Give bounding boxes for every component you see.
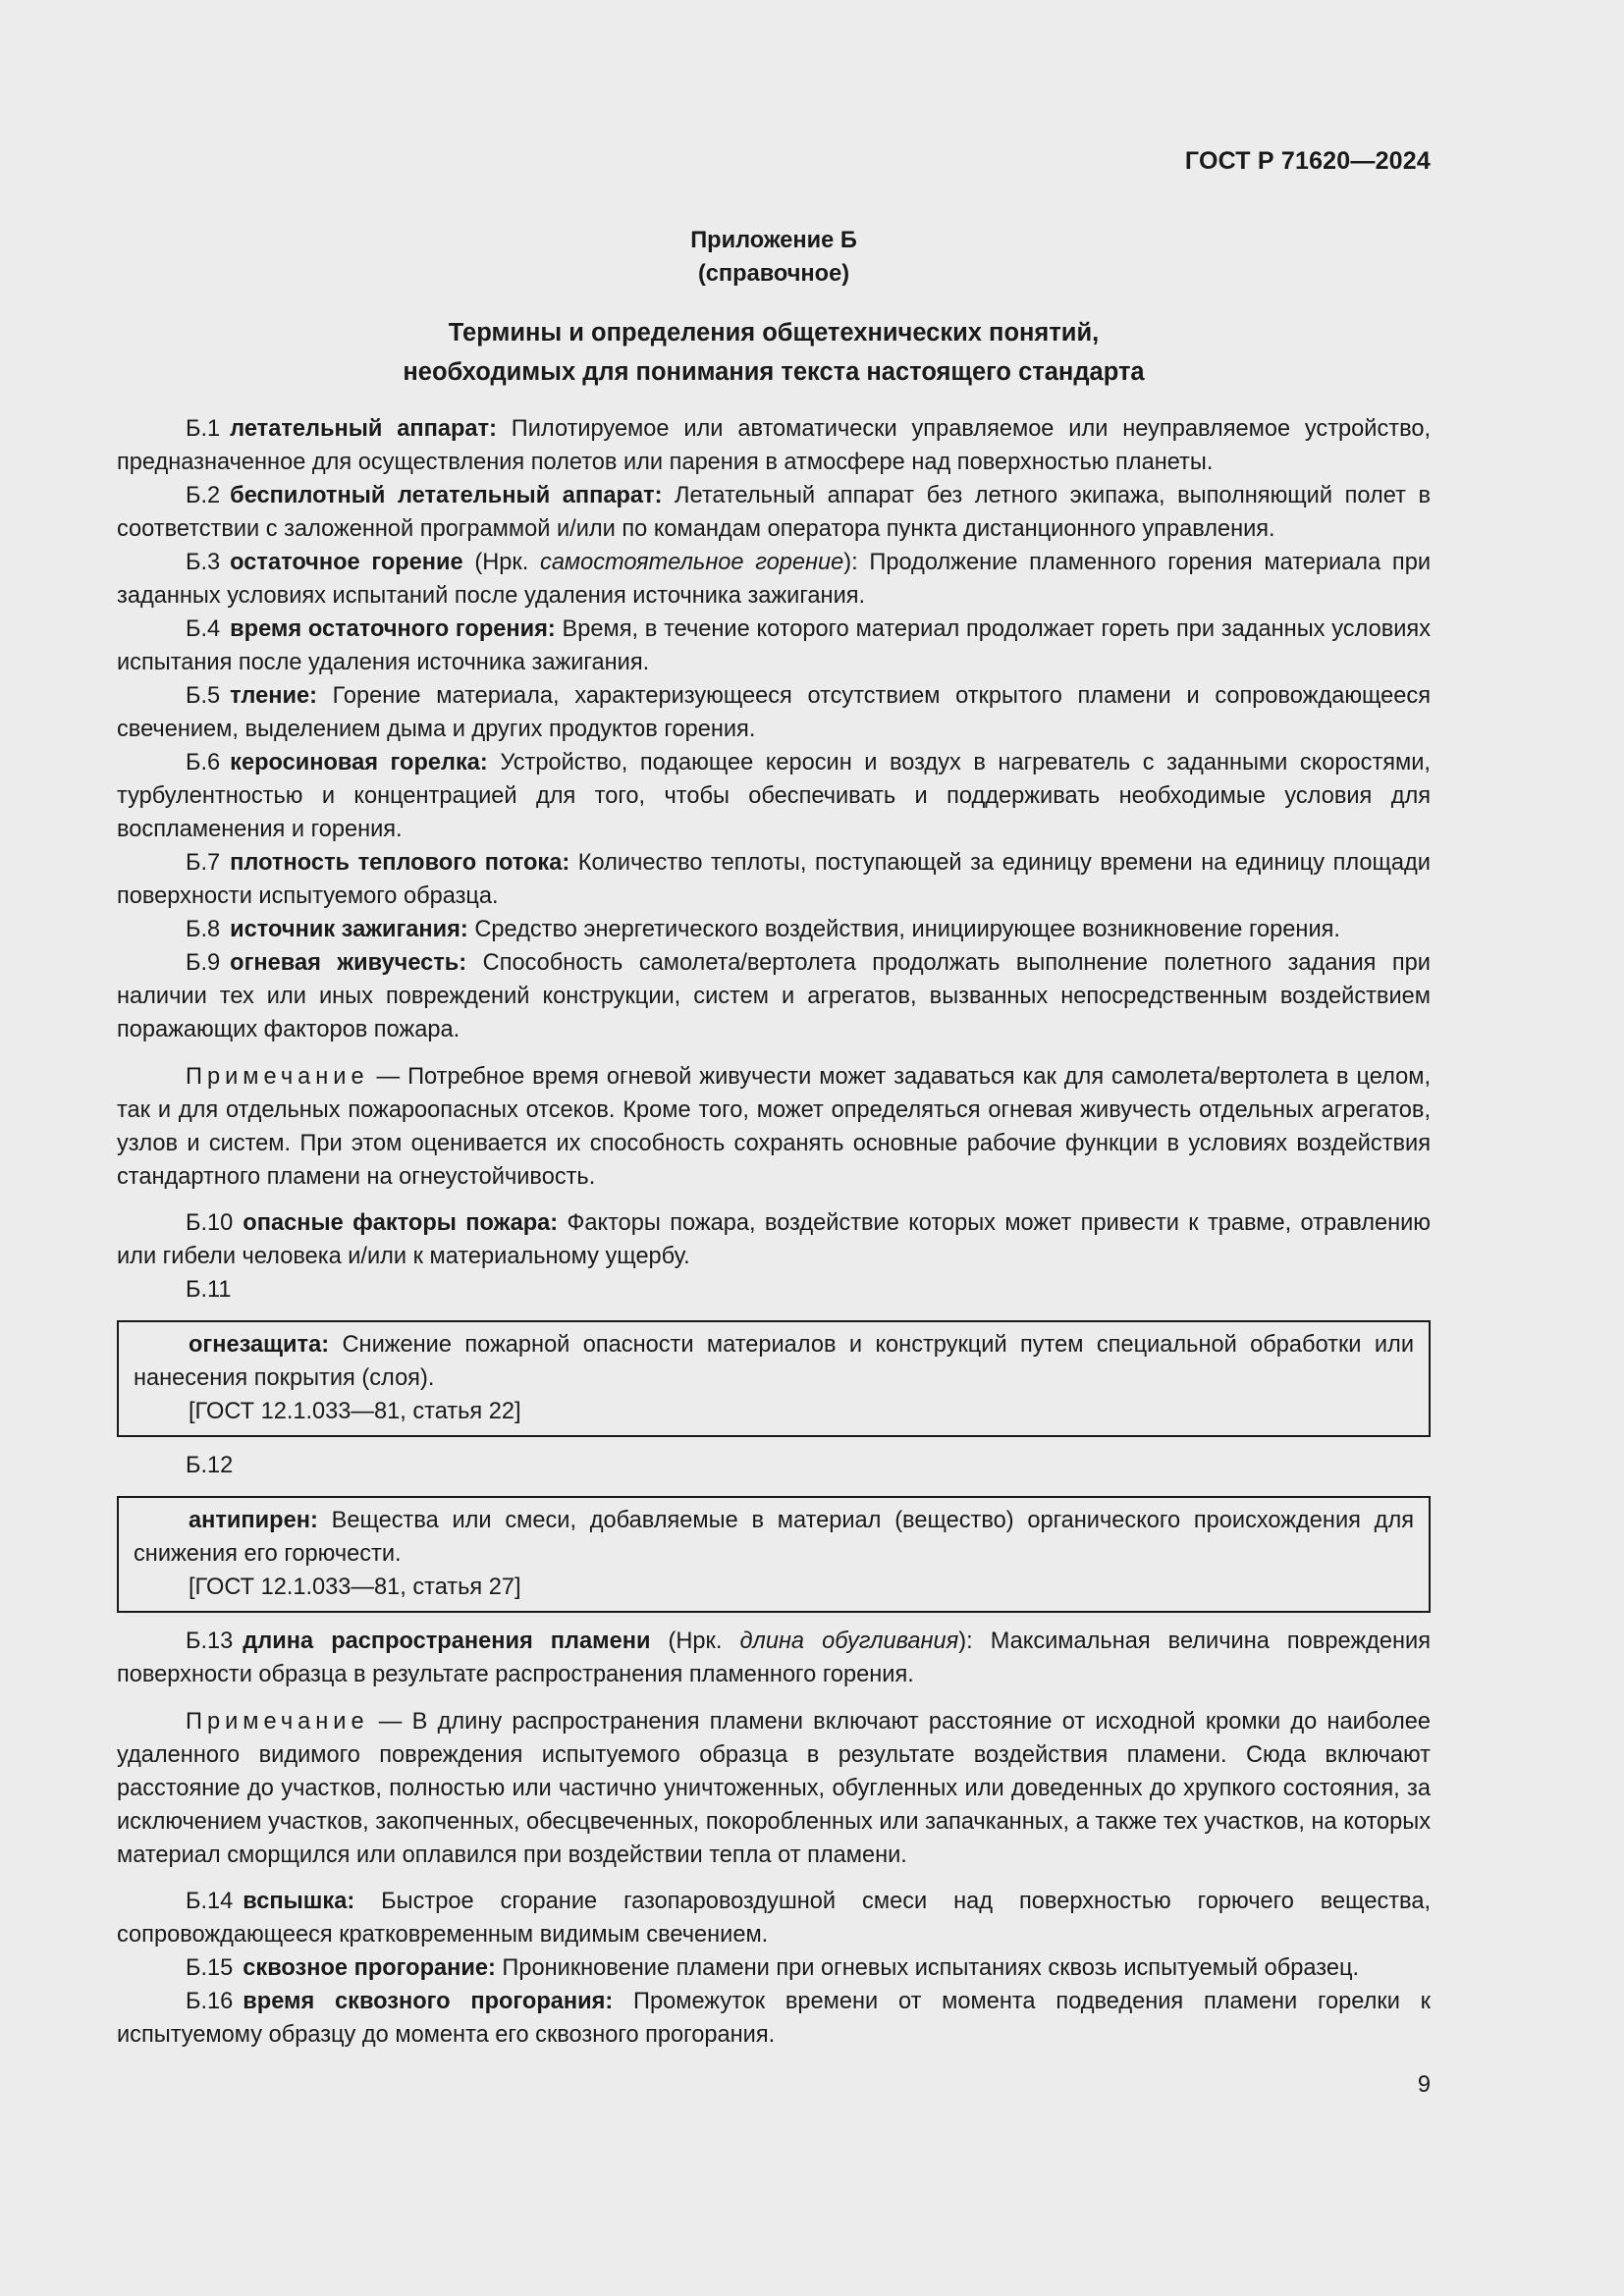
entry-deprecated-term: самостоятельное горение [540, 550, 844, 575]
entry-b12-number: Б.12 [186, 1453, 234, 1478]
note-label: Примечание [186, 1709, 369, 1735]
entry-b16 [117, 1985, 1431, 2052]
note-text: — Потребное время огневой живучести может задаваться как для самолета/вертолета в целом, так и для отдельных пожароопасных отсеков. Кроме того, может определяться огневая живучесть отдельных агрегатов, узлов и систем. При этом оценивается их способность сохранять основные рабочие функции в условиях воздействия стандартного пламени на огнеустойчивость. [117, 1064, 1431, 1190]
annex-title [117, 313, 1431, 392]
entry-term: длина распространения пламени [243, 1629, 651, 1654]
entry-term: керосиновая горелка: [230, 750, 488, 775]
entry-definition: Промежуток времени от момента подведения пламени горелки к испытуемому образцу до момента его сквозного прогорания. [117, 1989, 1431, 2048]
entry-number: Б.9 [186, 950, 221, 976]
note-label: Примечание [186, 1064, 369, 1090]
entry-b4 [117, 613, 1431, 679]
entry-b9 [117, 946, 1431, 1046]
entry-term: огнезащита: [189, 1332, 330, 1358]
entry-b1 [117, 412, 1431, 479]
entry-number: Б.7 [186, 850, 221, 876]
entry-number: Б.13 [186, 1629, 234, 1654]
annex-title-line-1: Термины и определения общетехнических понятий, [448, 319, 1100, 347]
entry-definition: Средство энергетического воздействия, инициирующее возникновение горения. [467, 917, 1340, 942]
entry-definition: Пилотируемое или автоматически управляемое или неуправляемое устройство, предназначенное для осуществления полетов или парения в атмосфере над поверхностью планеты. [117, 416, 1432, 475]
entry-number: Б.2 [186, 483, 221, 508]
entry-b13 [117, 1625, 1431, 1691]
entry-definition: Проникновение пламени при огневых испытаниях сквозь испытуемый образец. [495, 1955, 1360, 1981]
boxed-definition-b12 [117, 1496, 1431, 1613]
annex-type: (справочное) [697, 261, 850, 287]
entry-definition: Снижение пожарной опасности материалов и конструкций путем специальной обработки или нанесения покрытия (слоя). [134, 1332, 1414, 1391]
entry-b3 [117, 546, 1431, 613]
entry-deprecated-term: длина обугливания [739, 1629, 959, 1654]
document-code: ГОСТ Р 71620—2024 [1184, 147, 1431, 175]
entry-definition: Горение материала, характеризующееся отсутствием открытого пламени и сопровождающееся свечением, выделением дыма и других продуктов горения. [117, 683, 1431, 742]
entry-definition: Факторы пожара, воздействие которых может привести к травме, отравлению или гибели человека и/или к материальному ущербу. [117, 1210, 1431, 1269]
entry-number: Б.8 [186, 917, 221, 942]
entry-b7 [117, 846, 1431, 913]
entry-definition: ): Продолжение пламенного горения материала при заданных условиях испытаний после удаления источника зажигания. [117, 550, 1431, 609]
entry-b2 [117, 479, 1431, 546]
entry-term: время сквозного прогорания: [243, 1989, 614, 2014]
entry-number: Б.16 [186, 1989, 234, 2014]
page-number: 9 [1417, 2072, 1431, 2098]
note-text: — В длину распространения пламени включают расстояние от исходной кромки до наиболее удаленного видимого повреждения испытуемого образца в результате воздействия пламени. Сюда включают расстояние до участков, полностью или частично уничтоженных, обугленных или доведенных до хрупкого состояния, за исключением участков, закопченных, обесцвеченных, покоробленных или запачканных, а также тех участков, на которых материал сморщился или оплавился при воздействии тепла от пламени. [117, 1709, 1431, 1868]
entry-term: опасные факторы пожара: [243, 1210, 559, 1236]
entry-b15 [117, 1951, 1431, 1985]
entry-term: вспышка: [243, 1889, 355, 1914]
definition-source: [ГОСТ 12.1.033—81, статья 22] [189, 1399, 521, 1424]
entry-number: Б.3 [186, 550, 221, 575]
annex-title-line-2: необходимых для понимания текста настоящего стандарта [403, 358, 1145, 386]
entry-term: летательный аппарат: [230, 416, 497, 442]
entry-term: тление: [230, 683, 317, 709]
entry-term: антипирен: [189, 1508, 318, 1533]
entry-number: Б.15 [186, 1955, 234, 1981]
entry-b10 [117, 1206, 1431, 1273]
boxed-definition-text [134, 1504, 1414, 1571]
annex-label: Приложение Б [690, 228, 857, 253]
entry-b6 [117, 746, 1431, 846]
entry-definition: Количество теплоты, поступающей за единицу времени на единицу площади поверхности испытуемого образца. [117, 850, 1431, 909]
entry-number: Б.10 [186, 1210, 234, 1236]
entry-number: Б.1 [186, 416, 221, 442]
entry-definition: ): Максимальная величина повреждения поверхности образца в результате распространения пламенного горения. [117, 1629, 1431, 1687]
boxed-definition-b11 [117, 1320, 1431, 1437]
entry-deprecated-prefix: (Нрк. [462, 550, 541, 575]
note-fire-survivability [117, 1060, 1431, 1194]
entry-number: Б.4 [186, 616, 221, 642]
entry-term: сквозное прогорание: [243, 1955, 496, 1981]
entry-term: время остаточного горения: [230, 616, 556, 642]
entry-definition: Быстрое сгорание газопаровоздушной смеси над поверхностью горючего вещества, сопровождающееся кратковременным видимым свечением. [117, 1889, 1431, 1948]
entry-term: остаточное горение [230, 550, 463, 575]
entry-term: беспилотный летательный аппарат: [230, 483, 663, 508]
entry-b14 [117, 1885, 1431, 1951]
entry-definition: Летательный аппарат без летного экипажа, выполняющий полет в соответствии с заложенной программой и/или по командам оператора пункта дистанционного управления. [117, 483, 1431, 542]
note-flame-spread [117, 1705, 1431, 1872]
entry-term: огневая живучесть: [230, 950, 467, 976]
entry-number: Б.5 [186, 683, 221, 709]
entry-definition: Вещества или смеси, добавляемые в материал (вещество) органического происхождения для снижения его горючести. [134, 1508, 1414, 1567]
entry-definition: Устройство, подающее керосин и воздух в нагреватель с заданными скоростями, турбулентностью и концентрацией для того, чтобы обеспечивать и поддерживать необходимые условия для воспламенения и горения. [117, 750, 1431, 842]
entry-b11-number: Б.11 [186, 1277, 232, 1303]
entry-definition: Время, в течение которого материал продолжает гореть при заданных условиях испытания после удаления источника зажигания. [117, 616, 1431, 675]
entry-b5 [117, 679, 1431, 746]
boxed-definition-text [134, 1328, 1414, 1395]
entry-definition: Способность самолета/вертолета продолжать выполнение полетного задания при наличии тех или иных повреждений конструкции, систем и агрегатов, вызванных непосредственным воздействием поражающих факторов пожара. [117, 950, 1431, 1042]
entry-b8 [117, 913, 1431, 946]
entry-deprecated-prefix: (Нрк. [650, 1629, 740, 1654]
entry-term: плотность теплового потока: [230, 850, 570, 876]
entry-term: источник зажигания: [230, 917, 468, 942]
page-content [117, 224, 1431, 2052]
definition-source: [ГОСТ 12.1.033—81, статья 27] [189, 1575, 521, 1600]
entry-number: Б.6 [186, 750, 221, 775]
entry-number: Б.14 [186, 1889, 234, 1914]
